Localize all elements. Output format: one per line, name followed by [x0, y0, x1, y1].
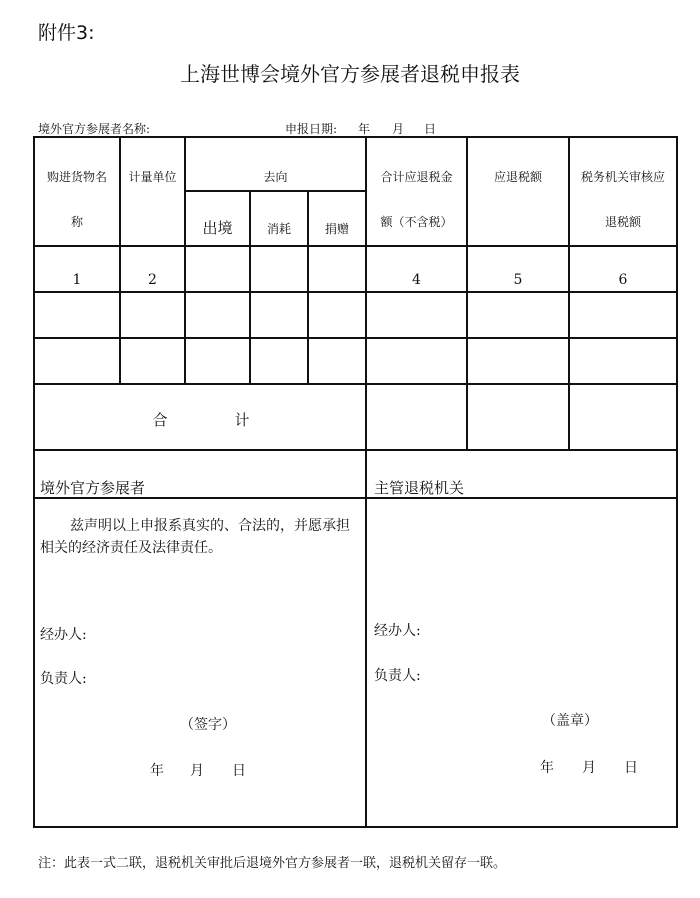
exhibitor-date-day: 日: [232, 763, 246, 779]
form-title: 上海世博会境外官方参展者退税申报表: [180, 62, 520, 86]
exhibitor-date-year: 年: [150, 763, 164, 779]
report-date-month: 月: [392, 122, 405, 136]
row-line-3: [33, 383, 678, 385]
header-destination: 去向: [263, 170, 288, 184]
header-unit: 计量单位: [128, 170, 177, 184]
authority-date-year: 年: [540, 760, 554, 776]
authority-date-day: 日: [624, 760, 638, 776]
col-line-5: [365, 136, 367, 828]
total-label-2: 计: [234, 411, 250, 429]
header-refundable-tax: 应退税额: [493, 170, 542, 184]
column-number-1: 1: [72, 272, 82, 288]
footnote: 注：此表一式二联，退税机关审批后退境外官方参展者一联，退税机关留存一联。: [38, 856, 507, 871]
header-goods-name-2: 称: [70, 215, 83, 229]
exhibitor-handler-label: 经办人:: [40, 627, 87, 643]
exhibitor-name-label: 境外官方参展者名称:: [38, 122, 151, 136]
header-dest-consume: 消耗: [266, 222, 291, 236]
row-line-2: [33, 337, 678, 339]
column-number-4: 4: [412, 272, 421, 288]
column-number-2: 2: [148, 272, 157, 288]
authority-date-month: 月: [582, 760, 596, 776]
header-total-refund-2: 额（不含税）: [380, 215, 453, 229]
report-date-day: 日: [424, 122, 437, 136]
column-number-5: 5: [513, 272, 523, 288]
header-dest-export: 出境: [202, 219, 233, 237]
exhibitor-responsible-label: 负责人:: [40, 671, 87, 687]
seal-label: （盖章）: [542, 713, 598, 729]
table-border-left: [33, 136, 35, 828]
table-border-right: [676, 136, 678, 828]
authority-responsible-label: 负责人:: [374, 668, 421, 684]
column-number-6: 6: [618, 272, 628, 288]
report-date-year: 年: [358, 122, 371, 136]
authority-section-heading: 主管退税机关: [374, 479, 465, 497]
signature-label: （签字）: [180, 717, 236, 733]
destination-subheader-line: [184, 190, 366, 192]
authority-handler-label: 经办人:: [374, 623, 421, 639]
header-approved-1: 税务机关审核应: [580, 170, 665, 184]
table-border-top: [33, 136, 678, 138]
header-bottom-line: [33, 245, 678, 247]
report-date-label: 申报日期:: [285, 122, 338, 136]
header-dest-donate: 捐赠: [324, 222, 349, 236]
exhibitor-section-heading: 境外官方参展者: [40, 479, 146, 497]
declaration-line-2: 相关的经济责任及法律责任。: [40, 540, 222, 556]
header-total-refund-1: 合计应退税金: [380, 170, 453, 184]
total-label-1: 合: [152, 411, 168, 429]
attachment-label: 附件3:: [38, 22, 95, 44]
exhibitor-date-month: 月: [190, 763, 204, 779]
table-border-bottom: [33, 826, 678, 828]
header-goods-name-1: 购进货物名: [46, 170, 107, 184]
total-row-bottom-line: [33, 449, 678, 451]
header-approved-2: 退税额: [604, 215, 641, 229]
declaration-line-1: 兹声明以上申报系真实的、合法的，并愿承担: [70, 518, 350, 534]
row-line-1: [33, 291, 678, 293]
